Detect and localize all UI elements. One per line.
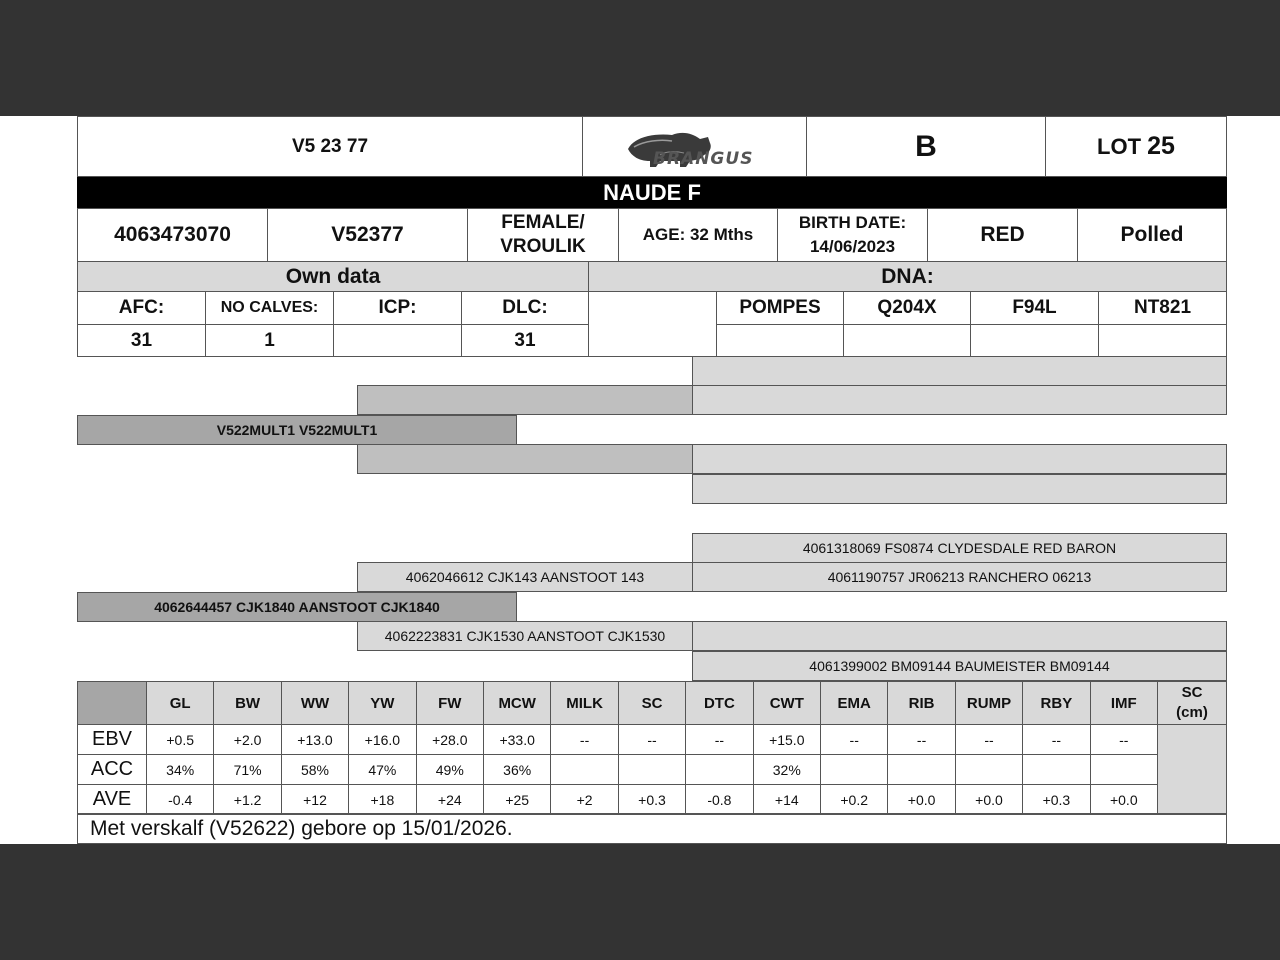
ebv-cell: +2.0 [213,724,281,755]
ebv-cell: +0.5 [146,724,214,755]
ebv-cell: +0.2 [820,784,888,815]
ebv-row-label: ACC [77,754,147,785]
lot-card [0,116,1280,844]
ebv-cell [550,754,618,785]
ebv-row-label: AVE [77,784,147,815]
ebv-col-header: MILK [550,681,618,725]
dlc-value: 31 [461,324,589,357]
ebv-cell [955,754,1023,785]
dlc-header: DLC: [461,291,589,325]
ebv-col-header: MCW [483,681,551,725]
ebv-cell [887,754,955,785]
pedigree-sire-dam-sire [692,444,1227,474]
pedigree-sire-sire-sire [692,356,1227,386]
ebv-cell: +25 [483,784,551,815]
ebv-cell [820,754,888,785]
ebv-col-header: EMA [820,681,888,725]
ebv-cell: 34% [146,754,214,785]
animal-code: V5 23 77 [77,116,583,177]
ebv-cell: -- [618,724,686,755]
ebv-cell: 32% [753,754,821,785]
ebv-cell: +33.0 [483,724,551,755]
dna-q204x-value [843,324,971,357]
ebv-cell: -- [1090,724,1158,755]
ebv-cell [618,754,686,785]
ebv-col-header: IMF [1090,681,1158,725]
pedigree-dam-sire-dam: 4061190757 JR06213 RANCHERO 06213 [692,562,1227,592]
dna-pompes-header: POMPES [716,291,844,325]
ebv-cell: +1.2 [213,784,281,815]
age: AGE: 32 Mths [618,208,778,262]
ebv-sc-cm-values [1157,724,1227,815]
ebv-cell: 71% [213,754,281,785]
ebv-cell [1090,754,1158,785]
ebv-col-header: YW [348,681,416,725]
color: RED [927,208,1078,262]
ebv-cell: +0.0 [1090,784,1158,815]
ebv-cell: +24 [416,784,484,815]
ebv-cell: +16.0 [348,724,416,755]
icp-header: ICP: [333,291,462,325]
icp-value [333,324,462,357]
ebv-corner [77,681,147,725]
dna-nt821-header: NT821 [1098,291,1227,325]
dna-title: DNA: [588,261,1227,292]
dna-blank [588,291,717,357]
no-calves-value: 1 [205,324,334,357]
ebv-cell: +18 [348,784,416,815]
ebv-cell: -- [955,724,1023,755]
ebv-col-header: SC [618,681,686,725]
ebv-col-header: RIB [887,681,955,725]
ebv-cell [1022,754,1090,785]
ebv-col-header: FW [416,681,484,725]
dna-q204x-header: Q204X [843,291,971,325]
lot-number: 25 [1147,132,1175,160]
ebv-row-label: EBV [77,724,147,755]
ebv-cell: -- [887,724,955,755]
logo-text: BRANGUS [653,149,754,169]
dna-f94l-header: F94L [970,291,1099,325]
ebv-cell: 49% [416,754,484,785]
ebv-cell: +12 [281,784,349,815]
own-data-title: Own data [77,261,589,292]
no-calves-header: NO CALVES: [205,291,334,325]
dna-f94l-value [970,324,1099,357]
ebv-col-header: DTC [685,681,753,725]
animal-name: NAUDE F [77,177,1227,208]
lot-label: LOT [1097,133,1142,159]
pedigree-dam-dam: 4062223831 CJK1530 AANSTOOT CJK1530 [357,621,693,651]
pedigree-dam-dam-dam: 4061399002 BM09144 BAUMEISTER BM09144 [692,651,1227,681]
ebv-cell: 36% [483,754,551,785]
ebv-col-header: WW [281,681,349,725]
ebv-col-header: BW [213,681,281,725]
dna-nt821-value [1098,324,1227,357]
pedigree-dam-sire: 4062046612 CJK143 AANSTOOT 143 [357,562,693,592]
lot-box [1045,116,1227,177]
birth-date: BIRTH DATE: 14/06/2023 [777,208,928,262]
pedigree-dam-dam-sire [692,621,1227,651]
pedigree-sire-sire [357,385,693,415]
grade: B [806,116,1046,177]
ebv-cell [685,754,753,785]
afc-header: AFC: [77,291,206,325]
ebv-cell: -- [1022,724,1090,755]
horn-status: Polled [1077,208,1227,262]
ebv-cell: -- [685,724,753,755]
ebv-cell: -- [550,724,618,755]
ebv-cell: +0.3 [1022,784,1090,815]
sex: FEMALE/ VROULIK [467,208,619,262]
brangus-logo [582,116,807,177]
ebv-col-header: GL [146,681,214,725]
ebv-col-header: CWT [753,681,821,725]
ebv-cell: 58% [281,754,349,785]
ebv-col-header: RBY [1022,681,1090,725]
ebv-cell: +13.0 [281,724,349,755]
afc-value: 31 [77,324,206,357]
ebv-col-header-sc-cm: SC (cm) [1157,681,1227,725]
ebv-cell: -0.8 [685,784,753,815]
ebv-cell: +0.3 [618,784,686,815]
ebv-cell: +14 [753,784,821,815]
ebv-cell: +28.0 [416,724,484,755]
ebv-cell: -- [820,724,888,755]
ebv-cell: +2 [550,784,618,815]
animal-id: V52377 [267,208,468,262]
ebv-cell: +0.0 [955,784,1023,815]
ebv-col-header: RUMP [955,681,1023,725]
ebv-cell: -0.4 [146,784,214,815]
pedigree-sire-sire-dam [692,385,1227,415]
pedigree-dam-sire-sire: 4061318069 FS0874 CLYDESDALE RED BARON [692,533,1227,563]
pedigree-dam: 4062644457 CJK1840 AANSTOOT CJK1840 [77,592,517,622]
ebv-cell: 47% [348,754,416,785]
progeny-note: Met verskalf (V52622) gebore op 15/01/2026. [77,813,1227,844]
pedigree-sire-dam [357,444,693,474]
dna-pompes-value [716,324,844,357]
ebv-cell: +0.0 [887,784,955,815]
reg-number: 4063473070 [77,208,268,262]
ebv-cell: +15.0 [753,724,821,755]
pedigree-sire: V522MULT1 V522MULT1 [77,415,517,445]
pedigree-sire-dam-dam [692,474,1227,504]
